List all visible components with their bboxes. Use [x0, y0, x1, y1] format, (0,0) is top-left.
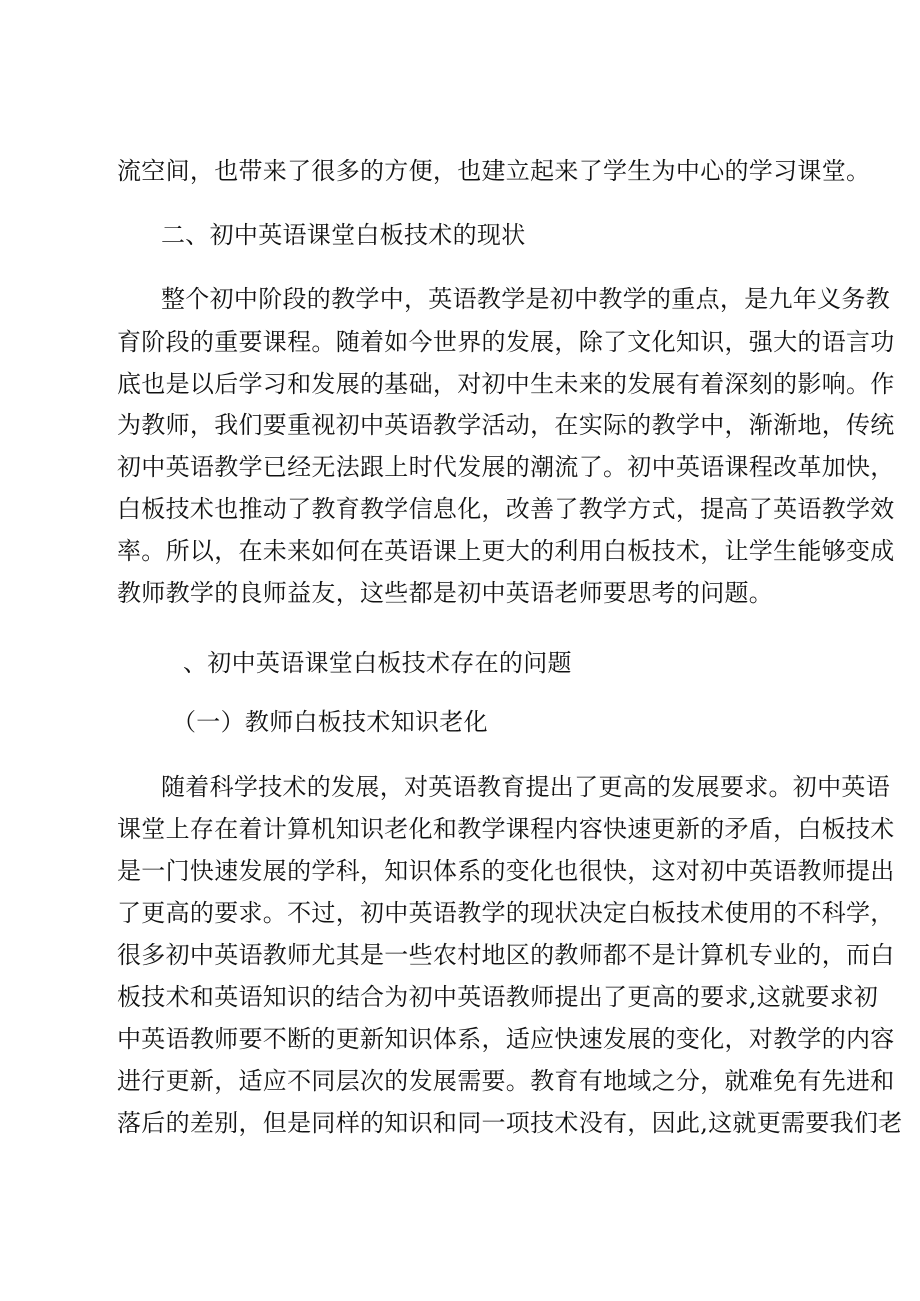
para-1-line-7: 率。所以，在未来如何在英语课上更大的利用白板技术，让学生能够变成 — [117, 537, 895, 565]
section-heading-3: 、初中英语课堂白板技术存在的问题 — [183, 649, 572, 677]
para-2-line-3: 是一门快速发展的学科，知识体系的变化也很快，这对初中英语教师提出 — [117, 857, 895, 885]
section-heading-2: 二、初中英语课堂白板技术的现状 — [161, 221, 526, 249]
para-2-line-6: 板技术和英语知识的结合为初中英语教师提出了更高的要求,这就要求初 — [117, 983, 879, 1011]
para-1-line-3: 底也是以后学习和发展的基础，对初中生未来的发展有着深刻的影响。作 — [117, 370, 895, 398]
para-1-line-4: 为教师，我们要重视初中英语教学活动，在实际的教学中，渐渐地，传统 — [117, 411, 895, 439]
para-2-line-1: 随着科学技术的发展，对英语教育提出了更高的发展要求。初中英语 — [161, 773, 890, 801]
para-1-line-6: 白板技术也推动了教育教学信息化，改善了教学方式，提高了英语教学效 — [117, 495, 895, 523]
para-1-line-5: 初中英语教学已经无法跟上时代发展的潮流了。初中英语课程改革加快， — [117, 453, 895, 481]
subsection-heading-1: （一）教师白板技术知识老化 — [172, 708, 488, 736]
para-2-line-4: 了更高的要求。不过，初中英语教学的现状决定白板技术使用的不科学， — [117, 899, 895, 927]
intro-tail-line: 流空间，也带来了很多的方便，也建立起来了学生为中心的学习课堂。 — [117, 157, 871, 185]
para-1-line-8: 教师教学的良师益友，这些都是初中英语老师要思考的问题。 — [117, 579, 774, 607]
para-2-line-2: 课堂上存在着计算机知识老化和教学课程内容快速更新的矛盾，白板技术 — [117, 815, 895, 843]
para-1-line-1: 整个初中阶段的教学中，英语教学是初中教学的重点，是九年义务教 — [161, 285, 890, 313]
para-2-line-9: 落后的差别，但是同样的知识和同一项技术没有，因此,这就更需要我们老 — [117, 1109, 903, 1137]
para-1-line-2: 育阶段的重要课程。随着如今世界的发展，除了文化知识，强大的语言功 — [117, 328, 895, 356]
para-2-line-7: 中英语教师要不断的更新知识体系，适应快速发展的变化，对教学的内容 — [117, 1025, 895, 1053]
para-2-line-8: 进行更新，适应不同层次的发展需要。教育有地域之分，就难免有先进和 — [117, 1067, 895, 1095]
para-2-line-5: 很多初中英语教师尤其是一些农村地区的教师都不是计算机专业的，而白 — [117, 941, 895, 969]
